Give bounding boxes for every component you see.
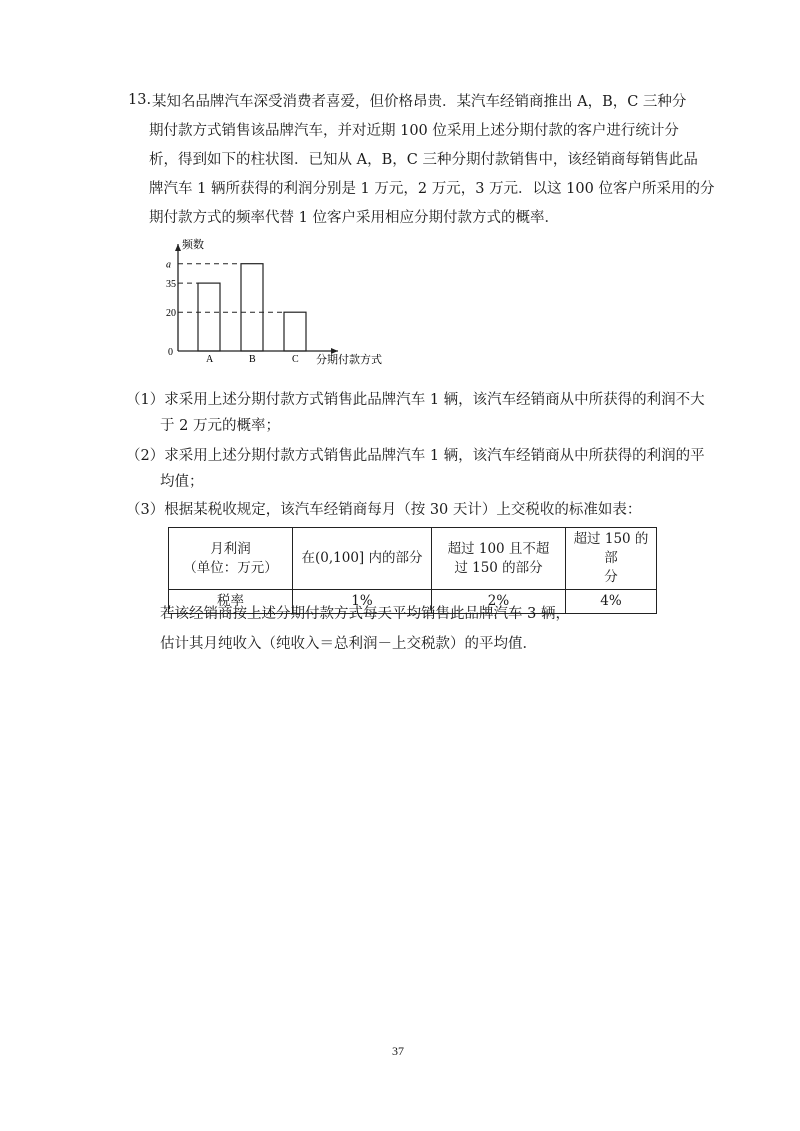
after-table-line-1: 若该经销商按上述分期付款方式每天平均销售此品牌汽车 3 辆， (160, 606, 570, 622)
x-tick-label-B: B (249, 354, 256, 365)
page-number: 37 (392, 1044, 404, 1058)
header-monthly-profit: 月利润 （单位：万元） (169, 528, 293, 590)
x-tick-label-C: C (292, 354, 299, 365)
stem-line-3: 析，得到如下的柱状图．已知从 A，B，C 三种分期付款销售中，该经销商每销售此品 (149, 152, 698, 168)
after-table-line-2: 估计其月纯收入（纯收入＝总利润－上交税款）的平均值． (160, 636, 537, 652)
question-2-line-1: （2）求采用上述分期付款方式销售此品牌汽车 1 辆，该汽车经销商从中所获得的利润的平 (126, 448, 705, 464)
rate-bracket-2: 2% (432, 590, 566, 614)
stem-line-2: 期付款方式销售该品牌汽车，并对近期 100 位采用上述分期付款的客户进行统计分 (149, 123, 679, 139)
table-header-row (169, 528, 657, 590)
stem-line-4: 牌汽车 1 辆所获得的利润分别是 1 万元，2 万元，3 万元．以这 100 位客户所采用的分 (149, 181, 715, 197)
origin-label: 0 (168, 347, 173, 358)
problem-number: 13. (128, 92, 152, 108)
header-bracket-2: 超过 100 且不超 过 150 的部分 (432, 528, 566, 590)
header-bracket-1: 在(0,100] 内的部分 (293, 528, 432, 590)
header-bracket-3: 超过 150 的部 分 (566, 528, 657, 590)
y-tick-label-A: 35 (166, 279, 176, 291)
y-axis-arrow (175, 244, 181, 251)
question-1-line-1: （1）求采用上述分期付款方式销售此品牌汽车 1 辆，该汽车经销商从中所获得的利润不大 (126, 392, 705, 408)
y-tick-label-B: a (166, 259, 171, 271)
row-label-tax-rate: 税率 (169, 590, 293, 614)
stem-line-5: 期付款方式的频率代替 1 位客户采用相应分期付款方式的概率． (149, 210, 559, 226)
x-axis-label: 分期付款方式 (316, 354, 382, 366)
stem-line-1: 某知名品牌汽车深受消费者喜爱，但价格昂贵．某汽车经销商推出 A，B，C 三种分 (152, 94, 687, 110)
rate-bracket-1: 1% (293, 590, 432, 614)
x-tick-label-A: A (206, 354, 214, 365)
y-tick-label-C: 20 (166, 308, 176, 320)
tax-rate-table (168, 527, 657, 614)
frequency-bar-chart (158, 236, 398, 371)
y-axis-label: 频数 (182, 239, 204, 251)
bar-B (241, 264, 263, 351)
question-1-line-2: 于 2 万元的概率； (160, 418, 280, 434)
rate-bracket-3: 4% (566, 590, 657, 614)
bar-C (284, 312, 306, 351)
question-2-line-2: 均值； (160, 474, 204, 490)
question-3-line: （3）根据某税收规定，该汽车经销商每月（按 30 天计）上交税收的标准如表： (126, 502, 642, 518)
bar-A (198, 283, 220, 351)
